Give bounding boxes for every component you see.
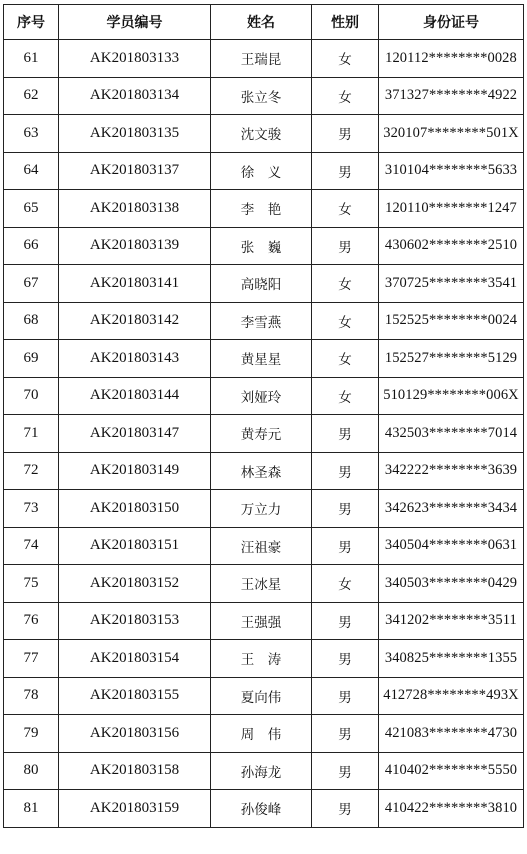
cell-name: 万立力 [211, 490, 312, 528]
cell-sex: 男 [312, 152, 379, 190]
cell-sex: 男 [312, 490, 379, 528]
cell-sex: 男 [312, 602, 379, 640]
table-row [4, 340, 524, 378]
header-student-code: 学员编号 [59, 5, 211, 40]
cell-sex: 女 [312, 565, 379, 603]
cell-name: 张 巍 [211, 227, 312, 265]
cell-id-number: 152527********5129 [379, 340, 524, 378]
cell-seq: 63 [4, 115, 59, 153]
cell-seq: 75 [4, 565, 59, 603]
cell-student-code: AK201803142 [59, 302, 211, 340]
cell-sex: 男 [312, 527, 379, 565]
cell-id-number: 340825********1355 [379, 640, 524, 678]
cell-name: 孙俊峰 [211, 790, 312, 828]
table-row [4, 190, 524, 228]
cell-name: 刘娅玲 [211, 377, 312, 415]
cell-seq: 65 [4, 190, 59, 228]
cell-name: 沈文骏 [211, 115, 312, 153]
table-row [4, 452, 524, 490]
cell-seq: 74 [4, 527, 59, 565]
cell-id-number: 421083********4730 [379, 715, 524, 753]
table-header-row [4, 5, 524, 40]
cell-student-code: AK201803151 [59, 527, 211, 565]
cell-student-code: AK201803138 [59, 190, 211, 228]
table-row [4, 490, 524, 528]
cell-id-number: 120112********0028 [379, 40, 524, 78]
cell-student-code: AK201803133 [59, 40, 211, 78]
cell-seq: 70 [4, 377, 59, 415]
header-id-number: 身份证号 [379, 5, 524, 40]
table-row [4, 377, 524, 415]
cell-id-number: 342623********3434 [379, 490, 524, 528]
cell-sex: 男 [312, 752, 379, 790]
cell-student-code: AK201803158 [59, 752, 211, 790]
cell-name: 孙海龙 [211, 752, 312, 790]
cell-student-code: AK201803135 [59, 115, 211, 153]
cell-student-code: AK201803152 [59, 565, 211, 603]
table-body [4, 40, 524, 828]
cell-sex: 男 [312, 790, 379, 828]
table-row [4, 152, 524, 190]
cell-student-code: AK201803143 [59, 340, 211, 378]
cell-sex: 女 [312, 302, 379, 340]
cell-name: 王强强 [211, 602, 312, 640]
table-row [4, 415, 524, 453]
cell-id-number: 152525********0024 [379, 302, 524, 340]
cell-seq: 80 [4, 752, 59, 790]
cell-seq: 61 [4, 40, 59, 78]
cell-seq: 76 [4, 602, 59, 640]
cell-sex: 女 [312, 377, 379, 415]
cell-sex: 男 [312, 115, 379, 153]
cell-id-number: 340504********0631 [379, 527, 524, 565]
cell-student-code: AK201803134 [59, 77, 211, 115]
cell-sex: 男 [312, 227, 379, 265]
table-row [4, 640, 524, 678]
cell-sex: 男 [312, 677, 379, 715]
cell-student-code: AK201803153 [59, 602, 211, 640]
cell-name: 徐 义 [211, 152, 312, 190]
cell-student-code: AK201803155 [59, 677, 211, 715]
cell-seq: 68 [4, 302, 59, 340]
cell-name: 高晓阳 [211, 265, 312, 303]
cell-name: 黄寿元 [211, 415, 312, 453]
cell-name: 夏向伟 [211, 677, 312, 715]
table-row [4, 565, 524, 603]
header-seq: 序号 [4, 5, 59, 40]
cell-name: 林圣森 [211, 452, 312, 490]
cell-name: 汪祖豪 [211, 527, 312, 565]
header-name: 姓名 [211, 5, 312, 40]
cell-seq: 64 [4, 152, 59, 190]
cell-student-code: AK201803147 [59, 415, 211, 453]
cell-seq: 79 [4, 715, 59, 753]
cell-id-number: 432503********7014 [379, 415, 524, 453]
table-row [4, 790, 524, 828]
cell-sex: 女 [312, 340, 379, 378]
table-row [4, 265, 524, 303]
table-row [4, 115, 524, 153]
cell-name: 王 涛 [211, 640, 312, 678]
cell-name: 王瑞昆 [211, 40, 312, 78]
cell-id-number: 370725********3541 [379, 265, 524, 303]
cell-seq: 67 [4, 265, 59, 303]
table-row [4, 715, 524, 753]
cell-name: 王冰星 [211, 565, 312, 603]
cell-id-number: 310104********5633 [379, 152, 524, 190]
student-roster-table [3, 4, 524, 828]
cell-name: 黄星星 [211, 340, 312, 378]
table-row [4, 527, 524, 565]
cell-student-code: AK201803144 [59, 377, 211, 415]
cell-student-code: AK201803150 [59, 490, 211, 528]
cell-id-number: 320107********501X [379, 115, 524, 153]
cell-id-number: 371327********4922 [379, 77, 524, 115]
cell-id-number: 120110********1247 [379, 190, 524, 228]
table-row [4, 602, 524, 640]
cell-seq: 69 [4, 340, 59, 378]
cell-student-code: AK201803139 [59, 227, 211, 265]
table-row [4, 302, 524, 340]
cell-id-number: 410402********5550 [379, 752, 524, 790]
cell-sex: 女 [312, 40, 379, 78]
cell-seq: 62 [4, 77, 59, 115]
cell-seq: 81 [4, 790, 59, 828]
cell-name: 李雪燕 [211, 302, 312, 340]
table-row [4, 77, 524, 115]
cell-sex: 女 [312, 77, 379, 115]
cell-sex: 男 [312, 715, 379, 753]
cell-seq: 78 [4, 677, 59, 715]
cell-name: 李 艳 [211, 190, 312, 228]
cell-sex: 女 [312, 265, 379, 303]
cell-seq: 73 [4, 490, 59, 528]
header-sex: 性别 [312, 5, 379, 40]
cell-sex: 男 [312, 452, 379, 490]
cell-id-number: 412728********493X [379, 677, 524, 715]
cell-student-code: AK201803137 [59, 152, 211, 190]
cell-student-code: AK201803159 [59, 790, 211, 828]
cell-id-number: 342222********3639 [379, 452, 524, 490]
cell-name: 周 伟 [211, 715, 312, 753]
cell-student-code: AK201803149 [59, 452, 211, 490]
cell-student-code: AK201803141 [59, 265, 211, 303]
cell-student-code: AK201803154 [59, 640, 211, 678]
cell-id-number: 430602********2510 [379, 227, 524, 265]
cell-id-number: 410422********3810 [379, 790, 524, 828]
cell-id-number: 341202********3511 [379, 602, 524, 640]
cell-sex: 女 [312, 190, 379, 228]
table-row [4, 677, 524, 715]
cell-sex: 男 [312, 640, 379, 678]
cell-seq: 71 [4, 415, 59, 453]
cell-id-number: 510129********006X [379, 377, 524, 415]
table-row [4, 40, 524, 78]
cell-sex: 男 [312, 415, 379, 453]
cell-id-number: 340503********0429 [379, 565, 524, 603]
table-row [4, 752, 524, 790]
cell-seq: 66 [4, 227, 59, 265]
cell-student-code: AK201803156 [59, 715, 211, 753]
table-row [4, 227, 524, 265]
cell-name: 张立冬 [211, 77, 312, 115]
cell-seq: 72 [4, 452, 59, 490]
cell-seq: 77 [4, 640, 59, 678]
